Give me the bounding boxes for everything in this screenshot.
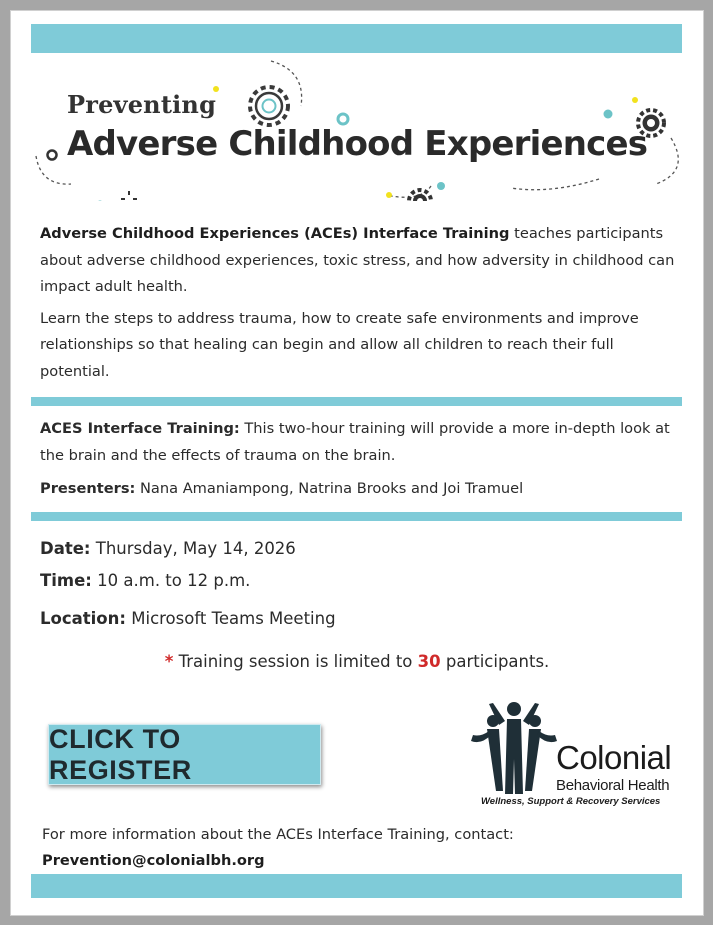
aces-description (40, 415, 680, 469)
intro-section (40, 221, 680, 390)
location-row (40, 609, 336, 628)
intro-paragraph-1-text: teaches participants about adverse childhood experiences, toxic stress, and how adversity in childhood can impact adult health. (40, 225, 675, 295)
register-button[interactable]: CLICK TO REGISTER (48, 724, 321, 785)
page-title: Adverse Childhood Experiences (67, 124, 648, 164)
presenters-names: Nana Amaniampong, Natrina Brooks and Joi Tramuel (135, 480, 524, 497)
logo-subname: Behavioral Health (556, 777, 670, 794)
aces-label: ACES Interface Training: (40, 420, 240, 437)
separator-band (31, 397, 682, 406)
separator-band (31, 512, 682, 521)
dot-icon (632, 97, 638, 103)
pre-title: Preventing (67, 90, 217, 119)
colonial-logo (469, 699, 674, 809)
gear-icon (250, 87, 288, 125)
limit-text-after: participants. (440, 652, 550, 671)
participant-count: 30 (417, 652, 441, 671)
participant-limit (11, 652, 703, 671)
date-value: Thursday, May 14, 2026 (90, 539, 296, 558)
dot-icon (604, 110, 613, 119)
date-label: Date: (40, 539, 91, 558)
contact-section (42, 822, 514, 874)
top-band (31, 24, 682, 53)
contact-email[interactable]: Prevention@colonialbh.org (42, 852, 265, 869)
date-row (40, 539, 296, 558)
time-label: Time: (40, 571, 92, 590)
crosshair-icon (121, 191, 137, 201)
intro-paragraph-1 (40, 221, 680, 301)
dot-icon (48, 151, 57, 160)
presenters-label: Presenters: (40, 480, 136, 497)
contact-text: For more information about the ACEs Interface Training, contact: (42, 826, 514, 843)
dot-icon (437, 182, 445, 190)
header (31, 56, 682, 201)
asterisk: * (164, 652, 174, 671)
dot-icon (386, 192, 392, 198)
limit-text-before: Training session is limited to (173, 652, 418, 671)
intro-paragraph-2: Learn the steps to address trauma, how to create safe environments and improve relationships so that healing can begin and allow all children to reach their full potential. (40, 309, 639, 380)
presenters (40, 475, 680, 502)
logo-tagline: Wellness, Support & Recovery Services (481, 796, 661, 807)
intro-bold-lead: Adverse Childhood Experiences (ACEs) Interface Training (40, 225, 510, 242)
gear-icon (409, 190, 431, 201)
location-label: Location: (40, 609, 126, 628)
dot-icon (338, 114, 348, 124)
aces-text: This two-hour training will provide a more in-depth look at the brain and the effects of trauma on the brain. (40, 420, 670, 464)
location-value: Microsoft Teams Meeting (126, 609, 336, 628)
people-logo-icon (469, 699, 559, 799)
time-value: 10 a.m. to 12 p.m. (91, 571, 251, 590)
logo-name: Colonial (556, 739, 672, 776)
flyer-page (10, 10, 704, 916)
aces-section (40, 415, 680, 502)
dot-icon (97, 201, 104, 202)
bottom-band (31, 874, 682, 898)
time-row (40, 571, 250, 590)
